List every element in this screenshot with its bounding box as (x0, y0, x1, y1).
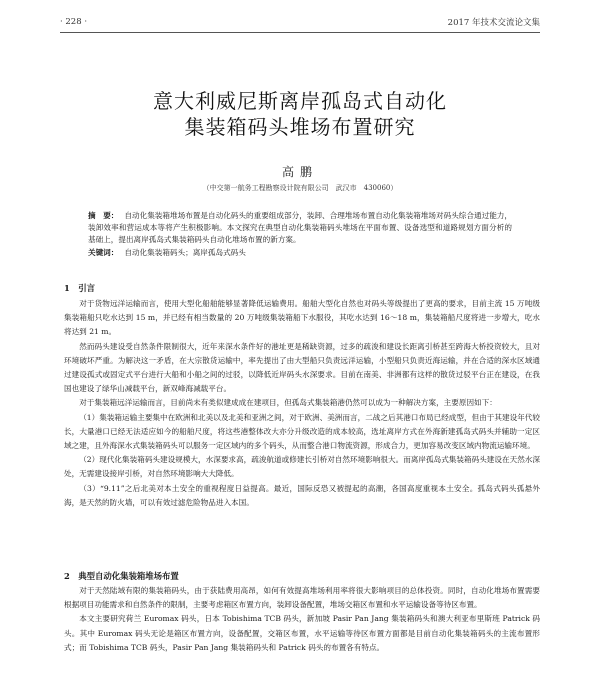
paragraph: 对于集装箱远洋运输而言，目前尚未有类似建成成在建项目，但孤岛式集装箱港仍然可以成为一种解决方案，主要原因如下： (79, 398, 497, 408)
title-line-2: 集装箱码头堆场布置研究 (184, 115, 416, 139)
keywords-label: 关键词： (88, 247, 119, 257)
paragraph: （1）集装箱运输主要集中在欧洲和北美以及北美和亚洲之间，对于欧洲、美洲而言，二战之后其港口布局已经成型，但由于其建设年代较长，大量港口已经无法适应如今的船舶尺度，将这些港整体改大亦分升级改造的成本较高，选址离岸方式在外海新建孤岛式码头并辅助一定区域之建，且外海深水式集装箱码头可以服务一定区域内的多个码头，从而整合港口物流资源，形成合力，更加容易改变区域内物流运输环境。 (64, 412, 540, 451)
paragraph: 对于天然陆域有限的集装箱码头，由于获陆费用高昂，如何有效提高堆场利用率将很大影响项目的总体投资。同时，自动化堆场布置需要根据项目功能需求和自然条件的限制，主要考虑箱区布置方向，装卸设备配置，堆场交箱区布置和水平运输设备等待区布置。 (64, 586, 540, 610)
title-line-1: 意大利威尼斯离岸孤岛式自动化 (153, 89, 447, 113)
section-1-body (64, 297, 540, 510)
paragraph: 然而码头建设受自然条件限制很大，近年来深水条件好的港址更是稀缺资源，过多的疏浚和建设长距离引桥甚至跨海大桥投资较大，且对环境破坏严重。为解决这一矛盾，在大宗散货运输中，率先提出了由大型船只负责远洋运输，小型船只负责近海运输，并在合适的深水区域通过建设孤式或固定式平台进行大船和小船之间的过驳，以降低近岸码头水深要求。目前在南美、非洲都有这样的散货过驳平台正在建设，在我国也建设了绿华山减载平台，新双峰海减载平台。 (64, 341, 540, 394)
section-2-heading: 2 典型自动化集装箱堆场布置 (64, 571, 179, 581)
section-1-heading: 1 引言 (64, 283, 95, 293)
abstract-text: 自动化集装箱堆场布置是自动化码头的重要组成部分，装卸、合理堆场布置自动化集装箱堆场对码头综合通过能力，装卸效率和营运成本等将产生积极影响。本文探究在典型自动化集装箱码头堆场在平面布置、设备选型和道路规划方面分析的基础上，提出离岸孤岛式集装箱码头自动化堆场布置的新方案。 (88, 211, 512, 245)
page-number: · 228 · (60, 17, 88, 27)
paragraph: 本文主要研究荷兰 Euromax 码头，日本 Tobishima TCB 码头，新加坡 Pasir Pan Jang 集装箱码头和澳大利亚布里斯班 Patrick 码头。其中 Euromax 码头无论是箱区布置方向，设备配置，交箱区布置，水平运输等待区布置方面都是目前自动化集装箱码头的主流布置形式；而 Tobishima TCB 码头，Pasir Pan Jang 集装箱码头和 Patrick 码头的布置各有特点。 (64, 614, 540, 652)
affiliation: （中交第一航务工程勘察设计院有限公司 武汉市 430060） (202, 184, 398, 192)
journal-name: 2017 年技术交流论文集 (447, 18, 540, 28)
running-header (60, 16, 540, 28)
header-rule (60, 32, 540, 33)
keywords-text: 自动化集装箱码头；离岸孤岛式码头 (124, 247, 246, 257)
author-name: 高鹏 (281, 165, 318, 179)
paragraph: （2）现代化集装箱码头建设规模大，水深要求高，疏浚航道或修建长引桥对自然环境影响很大。而离岸孤岛式集装箱码头建设在天然水深处，无需建设接岸引桥，对自然环境影响大大降低。 (64, 455, 540, 479)
abstract (88, 210, 512, 259)
paragraph: 对于货物远洋运输而言，使用大型化船舶能够显著降低运输费用。船舶大型化自然也对码头等级提出了更高的要求，目前主流 15 万吨级集装箱船只吃水达到 15 m，并已经有相当数量的 20 万吨级集装箱船下水服役，其吃水达到 16～18 m，集装箱船尺度将进一步增大，吃水将达到 21 m。 (64, 299, 540, 337)
paper-title (0, 88, 600, 140)
abstract-label: 摘 要： (88, 211, 119, 220)
paragraph: （3）“9.11”之后北美对本土安全的重视程度日益提高。最近，国际反恐又被提起的高潮，各国高度重视本土安全。孤岛式码头孤悬外海，是天然的防火墙，可以有效过滤危险物品进入本国。 (64, 483, 540, 507)
section-2-body (64, 584, 540, 655)
